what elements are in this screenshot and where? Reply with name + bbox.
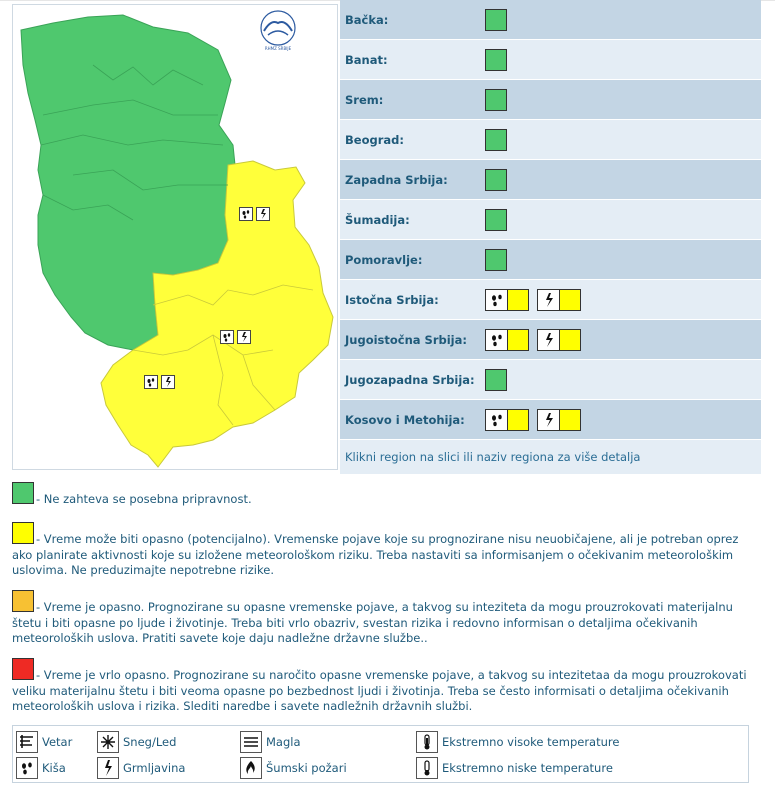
region-row[interactable] [340,360,761,400]
region-row[interactable] [340,280,761,320]
legend-text-red: - Vreme je vrlo opasno. Prognozirane su naročito opasne vremenske pojave, a takvog su intezitetaa da mogu prouzrokovati veliku materijalnu štetu i biti veoma opasne po bezbednost ljudi i životinja. Treba se često informisati o detaljima očekivanih meteoroloških uslova i rizika. Slediti naredbe i savete nadležnih državnih službi. [12,668,747,713]
warning-level-yellow [507,409,529,431]
key-snow [97,731,176,753]
rain-icon [485,409,507,431]
rain-icon [485,289,507,311]
region-name-link[interactable]: Jugoistočna Srbija: [345,332,467,347]
serbia-map[interactable] [13,5,339,471]
region-row[interactable] [340,40,761,80]
snowflake-icon [97,731,119,753]
key-wind-label: Vetar [42,735,73,749]
lightning-icon [537,409,559,431]
rain-icon [16,757,38,779]
key-cold-label: Ekstremno niske temperature [442,761,613,775]
key-fire-label: Šumski požari [266,761,347,775]
map-thunder-icon [237,330,251,344]
warning-level-yellow [559,409,581,431]
key-rain-label: Kiša [42,761,66,775]
legend-orange [12,590,752,647]
fog-icon [240,731,262,753]
thermometer-cold-icon [416,757,438,779]
warning-level-yellow [559,329,581,351]
region-name-link[interactable]: Istočna Srbija: [345,292,439,307]
legend-swatch-red [12,658,34,680]
region-row[interactable] [340,120,761,160]
wind-icon [16,731,38,753]
key-fog-label: Magla [266,735,301,749]
region-row[interactable] [340,400,761,440]
rain-icon [485,329,507,351]
hazard-rain [485,409,529,431]
warning-level-green [485,369,507,391]
forest-fire-icon [240,757,262,779]
warning-level-green [485,9,507,31]
warning-level-yellow [559,289,581,311]
logo-text: RHMZ SRBIJE [264,46,292,51]
warning-level-yellow [507,329,529,351]
map-thunder-icon [161,375,175,389]
region-row[interactable] [340,200,761,240]
lightning-icon [97,757,119,779]
region-name-link[interactable]: Kosovo i Metohija: [345,412,465,427]
map-rain-icon [239,207,253,221]
region-table [340,0,761,474]
key-fog [240,731,301,753]
warning-level-green [485,89,507,111]
region-row[interactable] [340,320,761,360]
rhmz-logo [261,11,295,51]
legend-swatch-orange [12,590,34,612]
hazard-thunderstorm [537,289,581,311]
thermometer-hot-icon [416,731,438,753]
legend-yellow [12,522,752,579]
legend-text-yellow: - Vreme može biti opasno (potencijalno). Vremenske pojave koje su prognozirane nisu neuobičajene, ali je potreban oprez ako planirate aktivnosti koje su izložene meteorološkom riziku. Treba nastaviti sa informisanjem o očekivanim meteorološkim uslovima. Ne preduzimajte nepotrebne rizike. [12,532,739,577]
region-name-link[interactable]: Pomoravlje: [345,252,423,267]
key-cold [416,757,613,779]
legend-red [12,658,752,715]
region-row[interactable] [340,160,761,200]
key-thunder-label: Grmljavina [123,761,186,775]
warning-level-green [485,49,507,71]
region-name-link[interactable]: Beograd: [345,132,404,147]
legend-text-green: - Ne zahteva se posebna pripravnost. [36,492,252,506]
region-row[interactable] [340,80,761,120]
region-name-link[interactable]: Šumadija: [345,212,410,227]
region-name-link[interactable]: Bačka: [345,12,389,27]
hazard-key [12,725,749,783]
key-thunder [97,757,185,779]
key-heat-label: Ekstremno visoke temperature [442,735,620,749]
region-row[interactable] [340,240,761,280]
hazard-rain [485,289,529,311]
lightning-icon [537,329,559,351]
key-snow-label: Sneg/Led [123,735,177,749]
warning-level-green [485,169,507,191]
region-name-link[interactable]: Zapadna Srbija: [345,172,448,187]
hazard-thunderstorm [537,329,581,351]
hazard-rain [485,329,529,351]
warning-level-yellow [507,289,529,311]
lightning-icon [537,289,559,311]
region-name-link[interactable]: Srem: [345,92,384,107]
warning-level-green [485,129,507,151]
map-rain-icon [220,330,234,344]
region-name-link[interactable]: Banat: [345,52,388,67]
region-name-link[interactable]: Jugozapadna Srbija: [345,372,475,387]
key-fire [240,757,347,779]
legend-green [12,482,752,508]
warning-map[interactable] [12,4,338,470]
map-thunder-icon [256,207,270,221]
legend-text-orange: - Vreme je opasno. Prognozirane su opasne vremenske pojave, a takvog su inteziteta da mogu prouzrokovati materijalnu štetu i biti opasne po ljude i životinje. Treba biti vrlo obazriv, svestan rizika i redovno informisan o detaljima očekivanih meteoroloških uslova. Pratiti savete koje daju nadležne državne službe.. [12,600,733,645]
hint-text: Klikni region na slici ili naziv regiona za više detalja [340,440,761,474]
warning-level-green [485,249,507,271]
map-rain-icon [144,375,158,389]
legend-swatch-green [12,482,34,504]
key-rain [16,757,66,779]
key-wind [16,731,72,753]
region-row[interactable] [340,0,761,40]
warning-level-green [485,209,507,231]
legend-swatch-yellow [12,522,34,544]
hazard-thunderstorm [537,409,581,431]
key-heat [416,731,619,753]
